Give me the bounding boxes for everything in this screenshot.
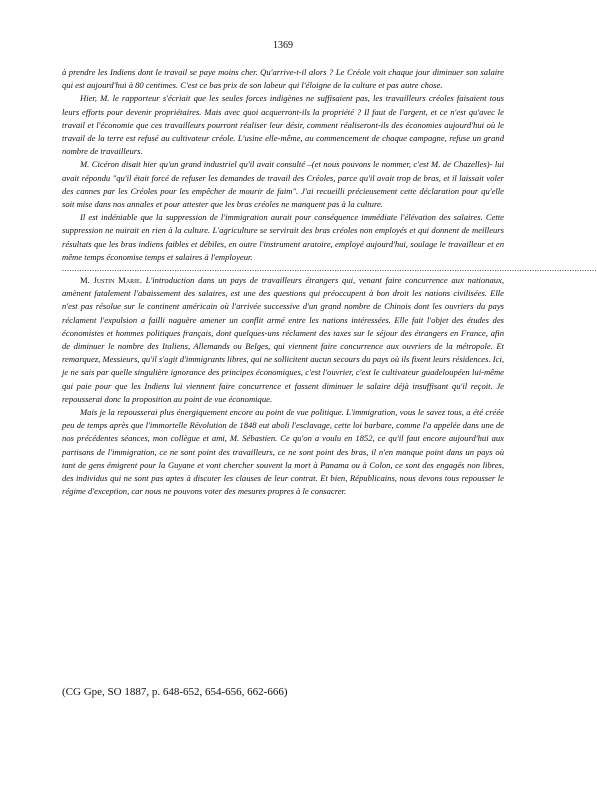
paragraph-5-text: L'introduction dans un pays de travailleurs étrangers qui, venant faire concurrence aux nationaux, amènent fatalement l'abaissement des salaires, est une des questions qui préoccupent à bon droit les nations civilisées. Elle n'est pas résolue sur le continent américain où l'arrivée successive d'un grand nombre de Chinois dont les ouvriers du pays réclament l'expulsion a failli naguère amener un conflit armé entre les nations intéressées. Elle fait l'objet des études des économistes et hommes politiques français, dont quelques-uns réclament des taxes sur le séjour des étrangers en France, afin de diminuer le nombre des Italiens, Allemands ou Belges, qui viennent faire concurrence aux ouvriers de la métropole. Et remarquez, Messieurs, qu'il s'agit d'immigrants libres, qui ne sollicitent aucun secours du pays où ils fixent leurs résidences. Ici, je ne sais par quelle singulière ignorance des principes économiques, c'est l'ouvrier, c'est le cultivateur guadeloupéen lui-même qui paie pour que les Indiens lui viennent faire concurrence et fassent diminuer le salaire déjà insuffisant qu'il reçoit. Je repousserai donc la proposition au point de vue économique. — [62, 275, 504, 404]
paragraph-2: Hier, M. le rapporteur s'écriait que les seules forces indigènes ne suffisaient pas, les travailleurs créoles faisaient tous leurs efforts pour devenir propriétaires. Mais avec quoi acquerront-ils la propriété ? Il faut de l'argent, et ce n'est qu'avec le travail et l'économie que ces travailleurs pourront réaliser leur désir, comment réaliseront-ils des économies aujourd'hui où le travail de la terre est refusé au cultivateur créole. L'usine elle-même, au commencement de chaque campagne, refuse un grand nombre de travailleurs. — [62, 93, 504, 157]
speaker-name: M. Justin Marie. — [80, 275, 142, 286]
source-citation: (CG Gpe, SO 1887, p. 648-652, 654-656, 662-666) — [62, 686, 288, 698]
page-number: 1369 — [273, 40, 293, 51]
section-separator: ...................................................................................................................................................................................................................... — [62, 264, 597, 274]
paragraph-4: Il est indéniable que la suppression de l'immigration aurait pour conséquence immédiate l'élévation des salaires. Cette suppression ne nuirait en rien à la culture. L'agriculture se servirait des bras créoles non employés et qui donnent de meilleurs résultats que les bras indiens faibles et débiles, en outre l'instrument aratoire, employé aujourd'hui, soulage le travailleur et en même temps économise temps et salaires à l'employeur. — [62, 212, 504, 262]
paragraph-5 — [62, 274, 504, 406]
paragraph-1: à prendre les Indiens dont le travail se paye moins cher. Qu'arrive-t-il alors ? Le Créole voit chaque jour diminuer son salaire qui est aujourd'hui à 80 centimes. C'est ce bas prix de son labeur qui l'éloigne de la culture et pas autre chose. — [62, 67, 504, 91]
body-text — [62, 66, 597, 499]
paragraph-6: Mais je la repousserai plus énergiquement encore au point de vue politique. L'immigration, vous le savez tous, a été créée peu de temps après que l'immortelle Révolution de 1848 eut aboli l'esclavage, cette loi barbare, comme l'a appelée dans une de nos précédentes séances, mon collègue et ami, M. Sébastien. Ce qu'on a voulu en 1852, ce qu'il faut encore aujourd'hui aux partisans de l'immigration, ce ne sont point des travailleurs, ce ne sont point des bras, il n'en manque point dans un pays où tant de gens émigrent pour la Guyane et vont chercher souvent la mort à Panama ou à Colon, ce sont des engagés non libres, des individus qui ne sont pas aptes à discuter les clauses de leur contrat. Et bien, Républicains, nous devons tous repousser le régime d'exception, car nous ne pouvons voter des mesures propres à le consacrer. — [62, 407, 504, 497]
paragraph-3: M. Cicéron disait hier qu'un grand industriel qu'il avait consulté –(et nous pouvons le nommer, c'est M. de Chazelles)- lui avait répondu "qu'il était forcé de refuser les demandes de travail des Créoles, parce qu'il avait trop de bras, et il laissait voler des cannes par les Créoles pour les empêcher de mourir de faim". J'ai recueilli précieusement cette déclaration pour qu'elle soit mise dans nos annales et pour attester que les bras créoles ne manquent pas à la culture. — [62, 159, 504, 210]
